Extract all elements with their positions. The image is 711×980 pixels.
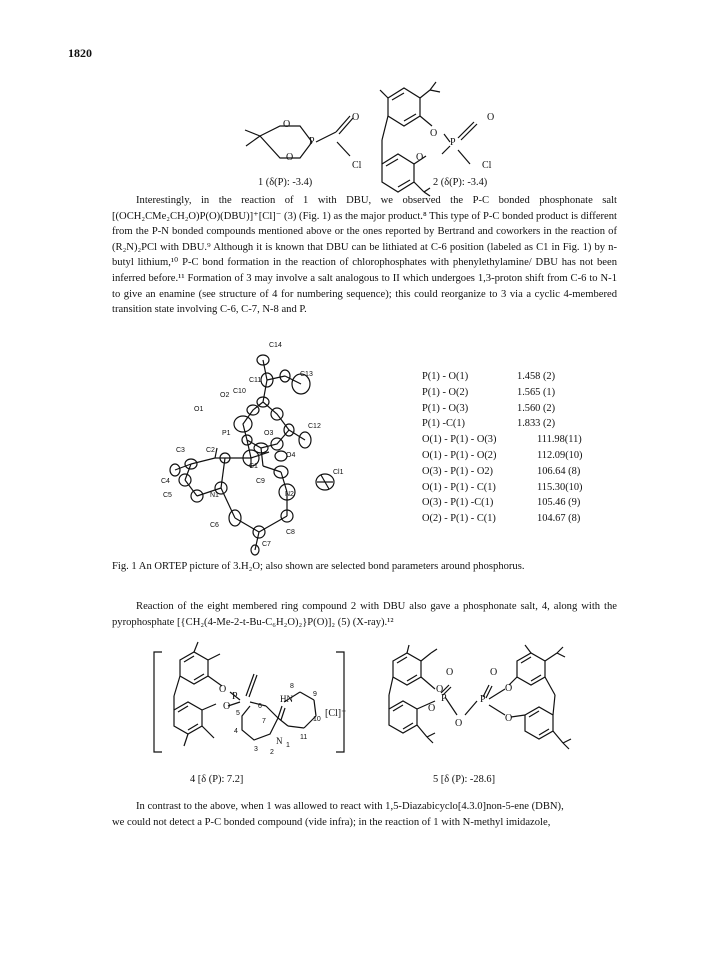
o-atom-2c: O — [487, 112, 495, 123]
o-atom-5e: O — [505, 683, 513, 694]
o-atom-1a: O — [283, 119, 291, 130]
atom-c1: C1 — [249, 463, 258, 470]
bond-row: P(1) -C(1) 1.833 (2) — [422, 418, 556, 430]
num-11: 11 — [300, 734, 308, 741]
cl-atom-1: Cl — [352, 160, 362, 171]
num-3: 3 — [254, 746, 258, 753]
atom-c13: C13 — [300, 371, 313, 378]
o-atom-1c: O — [352, 112, 360, 123]
atom-c8: C8 — [286, 529, 295, 536]
atom-c5: C5 — [163, 492, 172, 499]
angle-row: O(3) - P(1) -C(1) 105.46 (9) — [422, 497, 581, 509]
atom-p1: P1 — [222, 430, 231, 437]
atom-c12: C12 — [308, 423, 321, 430]
angle-row: O(1) - P(1) - O(3) 111.98(11) — [422, 434, 582, 446]
o-bridge-5: O — [455, 718, 463, 729]
atom-c2: C2 — [206, 447, 215, 454]
p-atom-2: P — [450, 137, 456, 148]
structure-5 — [365, 645, 595, 765]
num-5: 5 — [236, 710, 240, 717]
atom-c14: C14 — [269, 342, 282, 349]
num-1: 1 — [286, 742, 290, 749]
p-atom-1: P — [309, 136, 315, 147]
o-atom-5b: O — [428, 703, 436, 714]
num-10: 10 — [313, 716, 321, 723]
o-atom-4a: O — [223, 701, 231, 712]
chloride-label: [Cl]⁻ — [325, 708, 347, 719]
atom-c7: C7 — [262, 541, 271, 548]
atom-c4: C4 — [161, 478, 170, 485]
figure-caption: Fig. 1 An ORTEP picture of 3.H₂O; also shown are selected bond parameters around phosphorus. — [112, 561, 525, 572]
p-atom-5a: P — [441, 693, 447, 704]
paragraph-1: Interestingly, in the reaction of 1 with DBU, we observed the P-C bonded phosphonate salt [(OCH₂CMe₂CH₂O)P(O)(DBU)]⁺[Cl]⁻ (3) (Fig. 1) as the major product.⁸ This type of P-C bonded product is different from the P-N bonded compounds mentioned above or the ones reported by Bertrand and coworkers in the reaction of (R₂N)₂PCl with DBU.⁹ Although it is known that DBU can be lithiated at C-6 position (labeled as C1 in Fig. 1) by n-butyl lithium,¹⁰ P-C bond formation in the reaction of chlorophosphates with phenylethylamine/ DBU has not been inferred before.¹¹ Formation of 3 may involve a salt analogous to II which undergoes 1,3-proton shift from C-6 to N-1 to give an enamine (see structure of 4 for numbering sequence); this could reorganize to 3 via a cyclic 4-membered transition state involving C-6, C-7, N-8 and P. — [112, 195, 617, 316]
atom-o4: O4 — [286, 452, 296, 459]
bond-row: P(1) - O(2) 1.565 (1) — [422, 386, 556, 398]
angle-row: O(2) - P(1) - C(1) 104.67 (8) — [422, 513, 581, 525]
hn-label: HN — [280, 694, 293, 704]
o-atom-5d: O — [490, 667, 498, 678]
o-atom-5f: O — [505, 713, 513, 724]
num-7: 7 — [262, 718, 266, 725]
atom-c6: C6 — [210, 522, 219, 529]
atom-c11: C11 — [249, 377, 262, 384]
num-6: 6 — [258, 703, 262, 710]
atom-cl1: Cl1 — [333, 469, 344, 476]
atom-c3: C3 — [176, 447, 185, 454]
bond-row: P(1) - O(3) 1.560 (2) — [422, 402, 556, 414]
atom-n2: N2 — [285, 491, 294, 498]
p-atom-5b: P — [480, 694, 486, 705]
n-label: N — [276, 736, 283, 746]
cl-atom-2: Cl — [482, 160, 492, 171]
o-atom-1b: O — [286, 152, 294, 163]
compound-4-label: 4 [δ (P): 7.2] — [190, 774, 244, 785]
num-4: 4 — [234, 728, 238, 735]
p-atom-4: P — [232, 691, 238, 702]
compound-1-label: 1 (δ(P): -3.4) — [258, 177, 313, 188]
num-9: 9 — [313, 691, 317, 698]
o-atom-5c: O — [446, 667, 454, 678]
paragraph-3: In contrast to the above, when 1 was allowed to react with 1,5-Diazabicyclo[4.3.0]non-5-ene (DBN), we could not detect a P-C bonded compound (vide infra); in the reaction of 1 with N-methyl imidazole, — [112, 801, 564, 828]
atom-o1: O1 — [194, 406, 204, 413]
compound-2-label: 2 (δ(P): -3.4) — [433, 177, 488, 188]
compound-5-label: 5 [δ (P): -28.6] — [433, 774, 496, 785]
page-number: 1820 — [68, 46, 92, 60]
angle-row: O(1) - P(1) - O(2) 112.09(10) — [422, 449, 583, 461]
num-2: 2 — [270, 749, 274, 756]
atom-c9: C9 — [256, 478, 265, 485]
atom-c10: C10 — [233, 388, 246, 395]
num-8: 8 — [290, 683, 294, 690]
angle-row: O(1) - P(1) - C(1) 115.30(10) — [422, 481, 583, 493]
angle-row: O(3) - P(1) - O2) 106.64 (8) — [422, 465, 581, 477]
o-atom-2b: O — [416, 152, 424, 163]
ortep-figure — [155, 340, 375, 560]
paragraph-2: Reaction of the eight membered ring compound 2 with DBU also gave a phosphonate salt, 4, along with the pyrophosphate [{CH₂(4-Me-2-t-Bu-C₆H₂O)₂}P(O)]₂ (5) (X-ray).¹² — [112, 601, 617, 628]
o-atom-4b: O — [219, 684, 227, 695]
atom-o2: O2 — [220, 392, 230, 399]
bond-parameter-table — [422, 369, 607, 527]
atom-o3: O3 — [264, 430, 274, 437]
bond-row: P(1) - O(1) 1.458 (2) — [422, 371, 556, 382]
o-atom-2a: O — [430, 128, 438, 139]
atom-n1: N1 — [210, 492, 219, 499]
o-atom-5a: O — [436, 684, 444, 695]
